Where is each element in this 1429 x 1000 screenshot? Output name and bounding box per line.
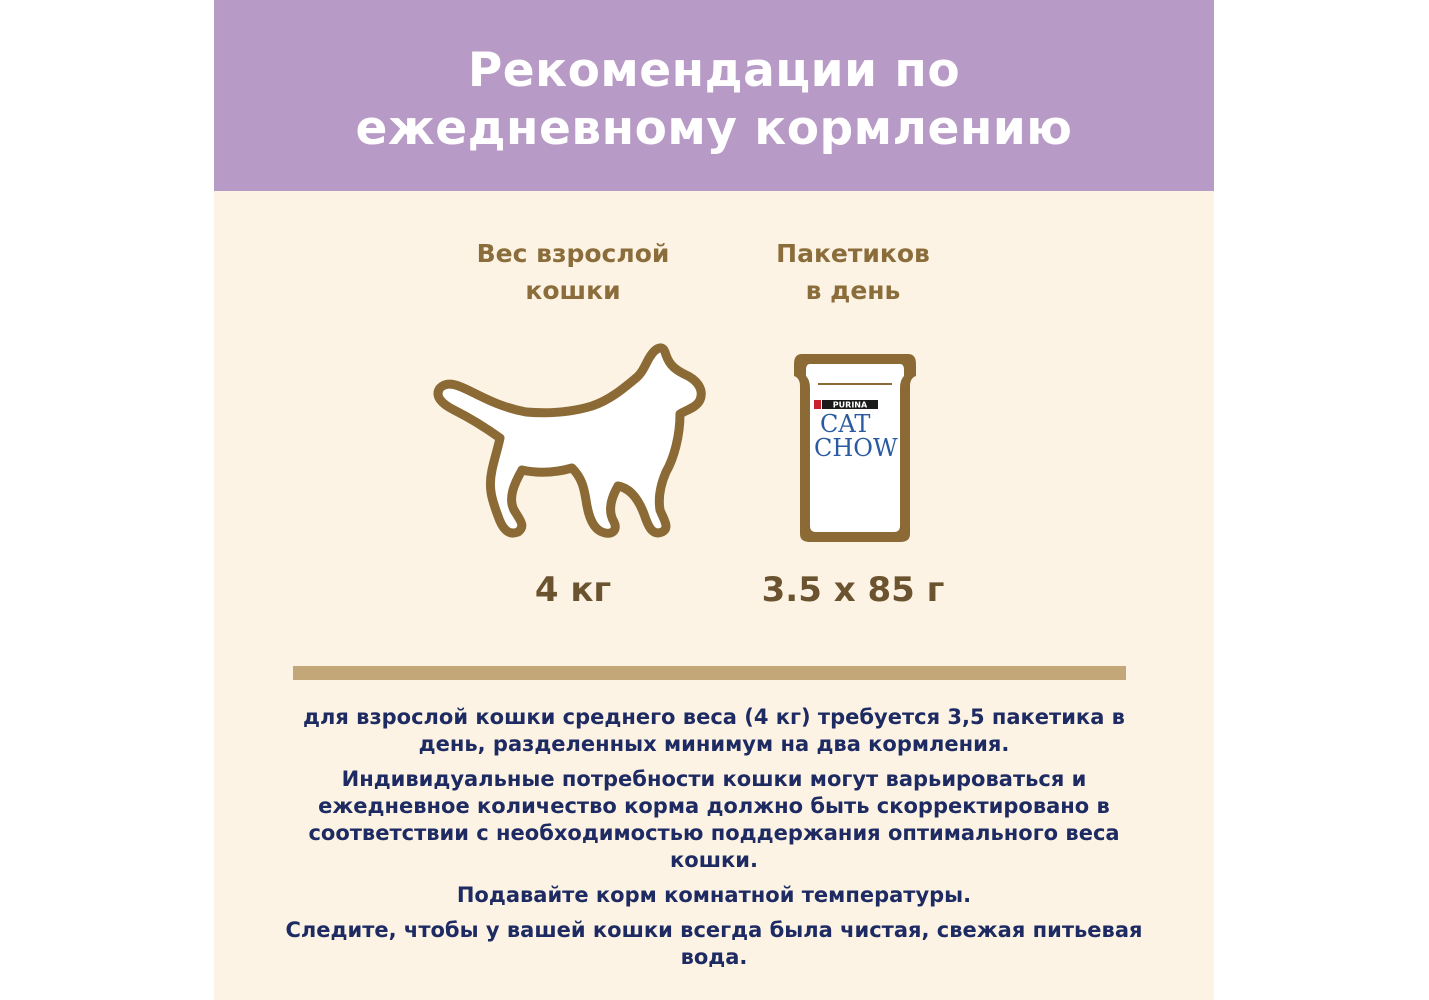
feeding-infographic [214, 0, 1214, 1000]
weight-label-line-2: кошки [525, 276, 621, 305]
pouches-label-line-1: Пакетиков [776, 239, 930, 268]
brand-line-purina: PURINA [832, 400, 868, 410]
title-line-1: Рекомендации по [467, 43, 961, 98]
weight-value: 4 кг [534, 570, 612, 610]
cat-silhouette-icon [422, 338, 712, 548]
section-divider [293, 666, 1126, 680]
weight-label [428, 235, 718, 309]
header-banner [214, 0, 1214, 191]
note-individual-needs: Индивидуальные потребности кошки могут варьироваться и ежедневное количество корма должно быть скорректировано в соответствии с необходимостью поддержания оптимального веса кошки. [308, 767, 1120, 872]
brand-line-chow: CHOW [814, 434, 898, 462]
note-temperature: Подавайте корм комнатной температуры. [456, 883, 972, 907]
note-daily-amount: для взрослой кошки среднего веса (4 кг) требуется 3,5 пакетика в день, разделенных минимум на два кормления. [303, 705, 1125, 756]
pouches-label [708, 235, 998, 309]
purina-checkerboard-icon [814, 400, 821, 409]
pouches-label-line-2: в день [805, 276, 901, 305]
brand-line-cat: CAT [820, 410, 871, 438]
pouch-icon [788, 350, 922, 546]
weight-label-line-1: Вес взрослой [476, 239, 670, 268]
note-fresh-water: Следите, чтобы у вашей кошки всегда была чистая, свежая питьевая вода. [285, 918, 1143, 969]
feeding-notes [274, 704, 1154, 979]
page-title [214, 42, 1214, 158]
title-line-2: ежедневному кормлению [355, 101, 1073, 156]
pouches-value: 3.5 x 85 г [761, 570, 945, 610]
